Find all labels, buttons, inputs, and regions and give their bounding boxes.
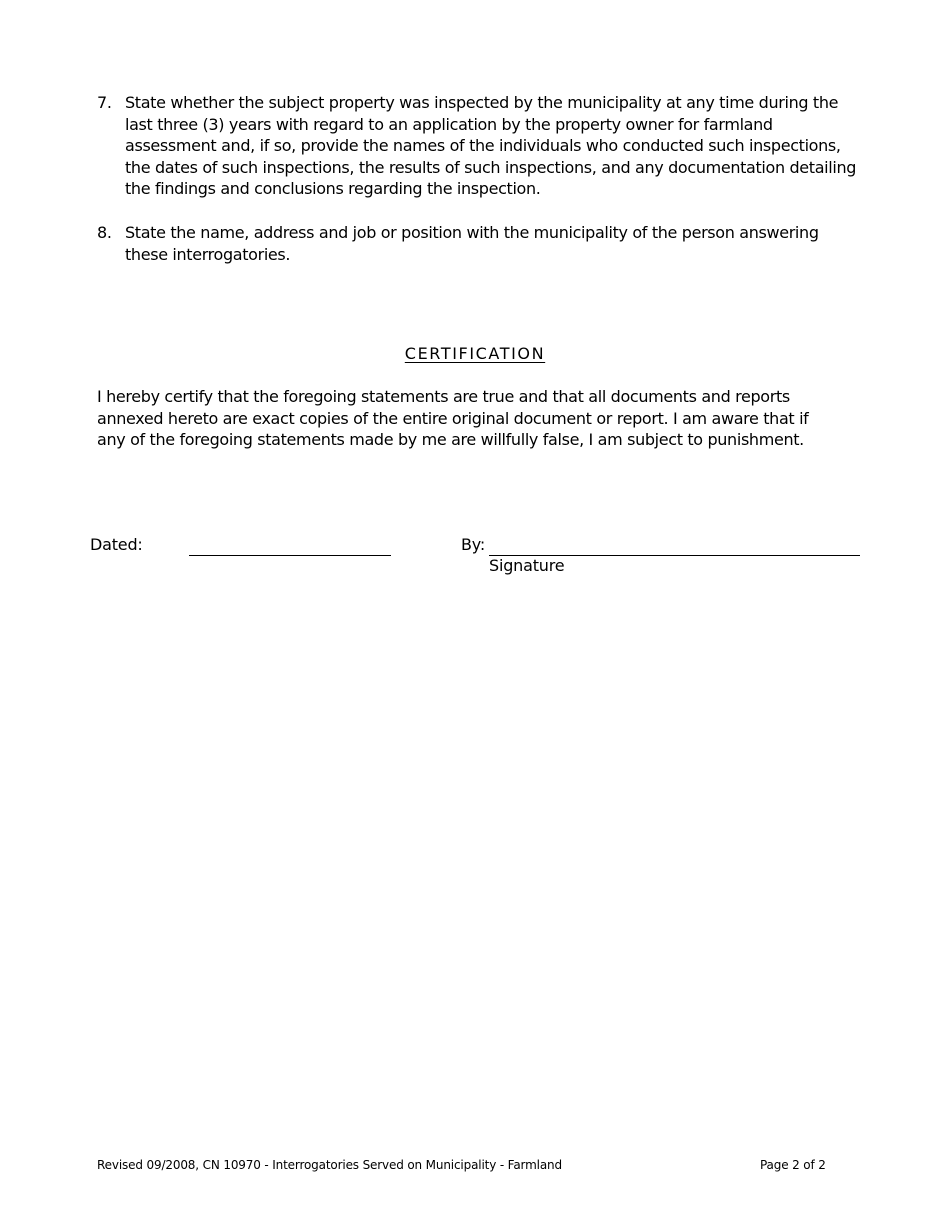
certification-body: I hereby certify that the foregoing statements are true and that all documents and reports annexed hereto are exact copies of the entire original document or report. I am aware that if any of the foregoing statements made by me are willfully false, I am subject to punishment.: [97, 387, 809, 449]
dated-line: [189, 555, 391, 556]
interrogatory-item-8: [97, 222, 857, 265]
item-text: State whether the subject property was inspected by the municipality at any time during the last three (3) years with regard to an application by the property owner for farmland assessment and, if so, provide the names of the individuals who conducted such inspections, the dates of such inspections, the results of such inspections, and any documentation detailing the findings and conclusions regarding the inspection.: [125, 93, 857, 198]
footer-revision-text: Revised 09/2008, CN 10970 - Interrogatories Served on Municipality - Farmland: [97, 1158, 562, 1172]
signature-caption: Signature: [489, 556, 565, 575]
item-number: 8.: [97, 223, 112, 242]
dated-label: Dated:: [90, 535, 143, 554]
item-number: 7.: [97, 93, 112, 112]
certification-heading-text: CERTIFICATION: [404, 344, 546, 363]
item-text: State the name, address and job or position with the municipality of the person answering these interrogatories.: [125, 223, 819, 264]
by-label: By:: [461, 535, 486, 554]
footer-page-number: Page 2 of 2: [760, 1158, 826, 1172]
certification-heading: [0, 343, 950, 364]
interrogatory-item-7: [97, 92, 857, 200]
